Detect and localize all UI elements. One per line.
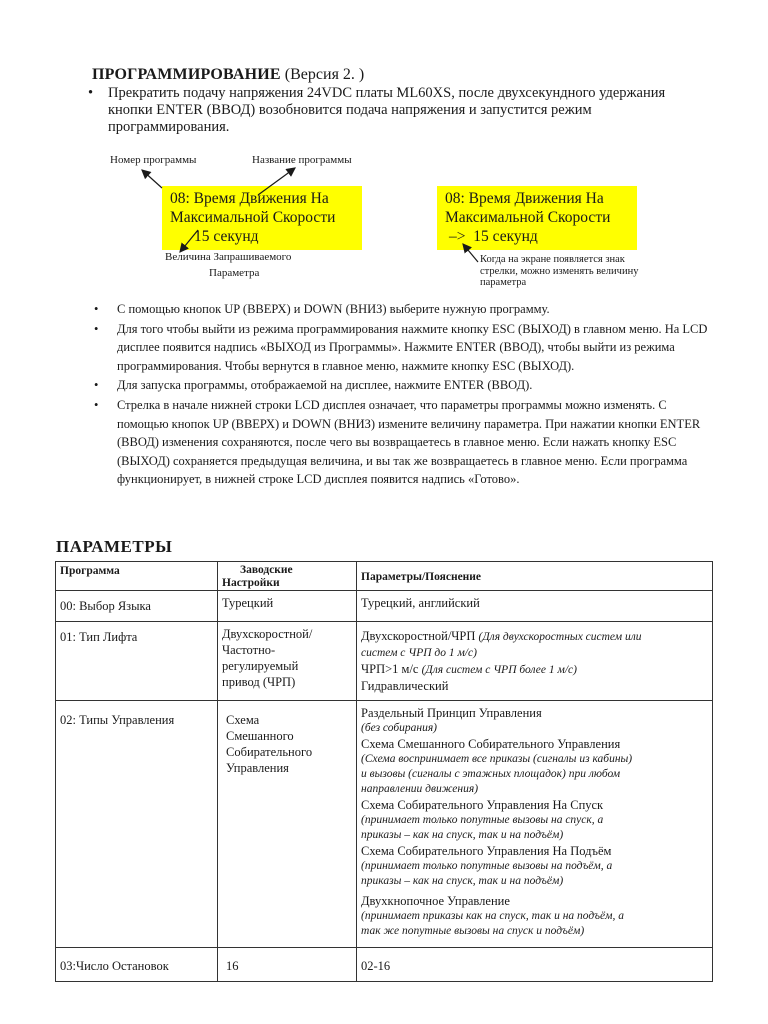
label-program-number: Номер программы — [110, 154, 197, 166]
cell-factory-line: Собирательного — [226, 745, 313, 759]
param-option: Схема Смешанного Собирательного Управления — [361, 736, 621, 751]
cell-factory-line: Смешанного — [226, 729, 294, 743]
lcd-left-line1: 08: Время Движения На — [170, 190, 329, 207]
cell-params — [357, 622, 713, 701]
param-note: (Для двухскоростных систем или — [478, 631, 642, 643]
intro-text: Прекратить подачу напряжения 24VDC платы ML60XS, после двухсекундного удержания кнопки ENTER (ВВОД) возобновится подача напряжения и запустится режим программирования. — [108, 85, 666, 135]
table-row — [56, 948, 713, 982]
cell-factory-line: привод (ЧРП) — [222, 675, 296, 689]
instructions-list — [92, 300, 712, 490]
header-factory — [218, 562, 357, 591]
lcd-right-line2: Максимальной Скорости — [445, 209, 611, 226]
cell-program: 01: Тип Лифта — [56, 622, 218, 701]
arrow-to-requested-value — [180, 230, 198, 252]
param-option: ЧРП>1 м/с — [361, 662, 422, 676]
cell-factory-line: Частотно- — [222, 643, 276, 657]
section-title: ПАРАМЕТРЫ — [56, 537, 173, 556]
list-item-text: Для того чтобы выйти из режима программирования нажмите кнопку ESC (ВЫХОД) в главном меню. На LCD дисплее появится надпись «ВЫХОД из Программы». Нажмите ENTER (ВВОД), чтобы выйти из режима программирования. Чтобы вернутся в главное меню, нажмите кнопку ESC (ВЫХОД). — [117, 321, 708, 373]
lcd-right-line3: 15 секунд — [473, 228, 538, 245]
bullet-marker: • — [94, 302, 99, 316]
cell-params: 02-16 — [357, 948, 713, 982]
lcd-right-arrow: –> — [449, 228, 466, 245]
param-option: Схема Собирательного Управления На Подъём — [361, 843, 612, 858]
cell-program: 02: Типы Управления — [56, 701, 218, 948]
list-item-text: С помощью кнопок UP (ВВЕРХ) и DOWN (ВНИЗ) выберите нужную программу. — [117, 302, 550, 316]
page-title-bold: ПРОГРАММИРОВАНИЕ — [92, 66, 281, 83]
table-row — [56, 701, 713, 948]
table-row — [56, 591, 713, 622]
param-option: Двухскоростной/ЧРП — [361, 629, 479, 643]
cell-program: 00: Выбор Языка — [56, 591, 218, 622]
param-note: приказы – как на спуск, так и на подъём) — [361, 875, 564, 888]
lcd-left-line3: 15 секунд — [194, 228, 259, 245]
param-note: (Для систем с ЧРП более 1 м/с) — [421, 664, 577, 676]
callout-arrows — [0, 0, 768, 300]
page-title-version: (Версия 2. ) — [280, 66, 365, 83]
param-option: Схема Собирательного Управления На Спуск — [361, 797, 604, 812]
list-item — [92, 376, 712, 395]
cell-factory-line: регулируемый — [222, 659, 299, 673]
param-note: (принимает приказы как на спуск, так и на подъём, а — [361, 909, 624, 922]
arrow-note-line3: параметра — [480, 277, 527, 288]
bullet-marker: • — [94, 321, 99, 336]
arrow-note-line1: Когда на экране появляется знак — [480, 254, 625, 265]
arrow-to-lcd-arrow — [463, 244, 478, 262]
lcd-right-line1: 08: Время Движения На — [445, 190, 604, 207]
cell-program: 03:Число Остановок — [56, 948, 218, 982]
list-item — [92, 396, 712, 489]
param-note: (принимает только попутные вызовы на спуск, а — [361, 814, 604, 827]
arrow-to-program-name — [258, 168, 295, 195]
arrow-note-line2: стрелки, можно изменять величину — [480, 265, 639, 277]
header-factory-line2: Настройки — [222, 577, 280, 589]
arrow-to-program-number — [142, 170, 162, 188]
cell-factory-line: Управления — [226, 761, 289, 775]
header-factory-line1: Заводские — [240, 564, 293, 576]
lcd-left-line2: Максимальной Скорости — [170, 209, 336, 226]
cell-factory — [218, 622, 357, 701]
cell-factory: Турецкий — [218, 591, 357, 622]
param-option: Двухкнопочное Управление — [361, 893, 510, 908]
list-item — [92, 320, 712, 376]
header-program: Программа — [56, 562, 218, 591]
param-note: направлении движения) — [361, 783, 479, 796]
cell-factory: 16 — [218, 948, 357, 982]
param-note: систем с ЧРП до 1 м/с) — [361, 647, 477, 659]
bullet-marker: • — [94, 397, 99, 412]
cell-params — [357, 701, 713, 948]
param-note: так же попутные вызовы на спуск и подъём) — [361, 925, 585, 938]
label-program-name: Название программы — [252, 154, 352, 166]
param-note: и вызовы (сигналы с этажных площадок) при любом — [361, 768, 621, 781]
cell-factory-line: Двухскоростной/ — [222, 627, 313, 641]
header-params: Параметры/Пояснение — [357, 562, 713, 591]
intro-bullet: • — [88, 85, 94, 101]
param-note: приказы – как на спуск, так и на подъём) — [361, 829, 564, 842]
param-note: (Схема воспринимает все приказы (сигналы из кабины) — [361, 752, 633, 765]
bullet-marker: • — [94, 378, 99, 393]
table-header-row — [56, 562, 713, 591]
param-note: (принимает только попутные вызовы на подъём, а — [361, 859, 613, 872]
list-item-text: Для запуска программы, отображаемой на дисплее, нажмите ENTER (ВВОД). — [117, 378, 533, 393]
param-option: Гидравлический — [361, 679, 449, 693]
table-row — [56, 622, 713, 701]
param-note: (без собирания) — [361, 722, 438, 735]
list-item — [92, 300, 712, 319]
param-option: Раздельный Принцип Управления — [361, 706, 542, 720]
label-requested-value-1: Величина Запрашиваемого — [165, 251, 292, 263]
cell-factory-line: Схема — [226, 713, 260, 727]
cell-factory — [218, 701, 357, 948]
label-requested-value-2: Параметра — [209, 267, 260, 279]
cell-params: Турецкий, английский — [357, 591, 713, 622]
list-item-text: Стрелка в начале нижней строки LCD дисплея означает, что параметры программы можно изменять. С помощью кнопок UP (ВВЕРХ) и DOWN (ВНИЗ) измените величину параметра. При нажатии кнопки ENTER (ВВОД) изменения сохраняются, после чего вы возвращаетесь в главное меню. Если нажать кнопку ESC (ВЫХОД) сохраняется предыдущая величина, и вы так же возвращаетесь в главное меню. Если программа функционирует, в нижней строке LCD дисплея появится надпись «Готово». — [117, 397, 701, 487]
parameters-table — [55, 561, 713, 982]
